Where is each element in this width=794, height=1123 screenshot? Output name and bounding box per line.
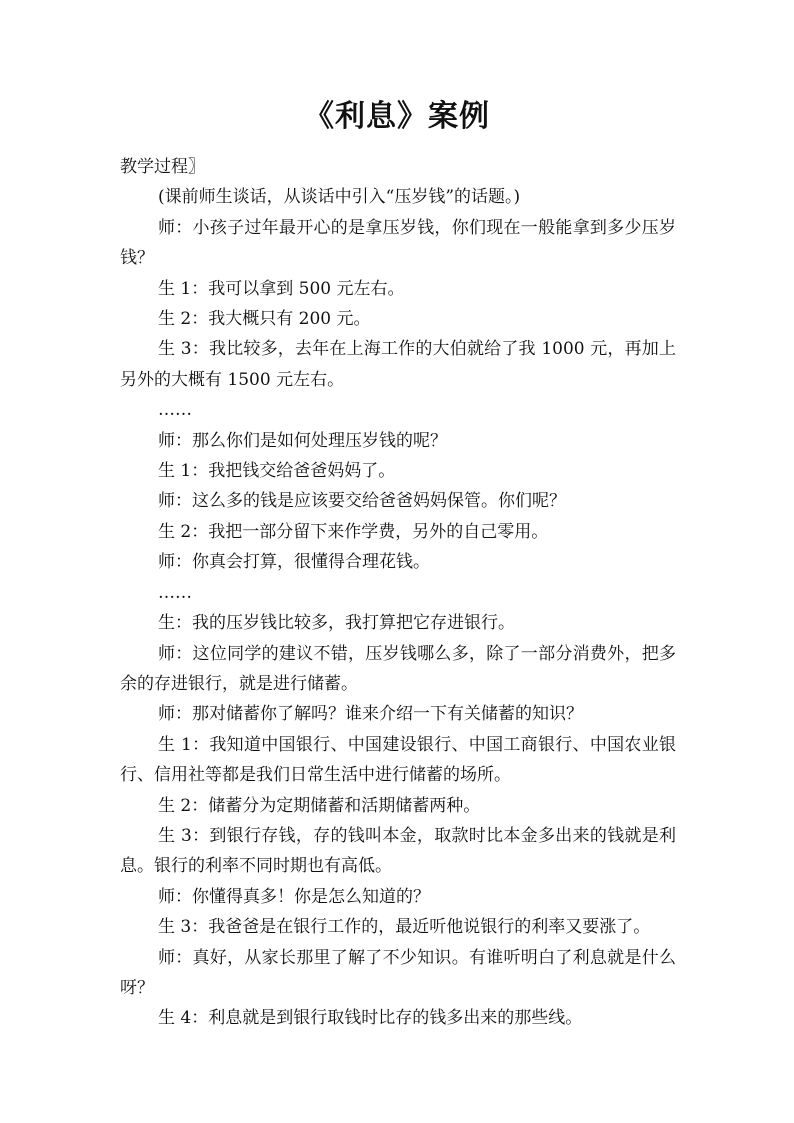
- paragraph: 生 1：我知道中国银行、中国建设银行、中国工商银行、中国农业银行、信用社等都是我们日常生活中进行储蓄的场所。: [120, 734, 676, 786]
- paragraph: 生 2：储蓄分为定期储蓄和活期储蓄两种。: [158, 795, 481, 816]
- document-body: [120, 152, 676, 1034]
- paragraph: 师：你真会打算，很懂得合理花钱。: [158, 552, 430, 573]
- paragraph: 生 3：我爸爸是在银行工作的，最近听他说银行的利率又要涨了。: [158, 917, 651, 938]
- paragraph: (课前师生谈话，从谈话中引入“压岁钱”的话题。): [158, 187, 521, 208]
- paragraph: ……: [158, 582, 192, 603]
- paragraph: 生 2：我把一部分留下来作学费，另外的自己零用。: [158, 521, 549, 542]
- paragraph: 师：那么你们是如何处理压岁钱的呢？: [158, 430, 447, 451]
- paragraph: 生 1：我可以拿到 500 元左右。: [158, 278, 405, 299]
- paragraph: 师：真好，从家长那里了解了不少知识。有谁听明白了利息就是什么呀？: [120, 947, 676, 998]
- paragraph: 师：你懂得真多！你是怎么知道的？: [158, 886, 430, 907]
- paragraph: 师：那对储蓄你了解吗？谁来介绍一下有关储蓄的知识？: [158, 704, 583, 725]
- paragraph: 生 1：我把钱交给爸爸妈妈了。: [158, 461, 396, 482]
- document-title: 《利息》案例: [304, 99, 490, 134]
- paragraph: 师：这位同学的建议不错，压岁钱哪么多，除了一部分消费外，把多余的存进银行，就是进行储蓄。: [120, 643, 676, 694]
- paragraph: 生：我的压岁钱比较多，我打算把它存进银行。: [158, 613, 515, 634]
- paragraph: ……: [158, 400, 192, 421]
- paragraph: 教学过程〗: [120, 157, 205, 177]
- paragraph: 生 3：我比较多，去年在上海工作的大伯就给了我 1000 元，再加上另外的大概有 1500 元左右。: [120, 339, 676, 390]
- paragraph: 师：这么多的钱是应该要交给爸爸妈妈保管。你们呢？: [158, 491, 566, 512]
- paragraph: 生 4：利息就是到银行取钱时比存的钱多出来的那些线。: [158, 1008, 583, 1029]
- paragraph: 生 2：我大概只有 200 元。: [158, 309, 371, 330]
- paragraph: 师：小孩子过年最开心的是拿压岁钱，你们现在一般能拿到多少压岁钱？: [120, 217, 676, 269]
- paragraph: 生 3：到银行存钱，存的钱叫本金，取款时比本金多出来的钱就是利息。银行的利率不同时期也有高低。: [120, 825, 676, 877]
